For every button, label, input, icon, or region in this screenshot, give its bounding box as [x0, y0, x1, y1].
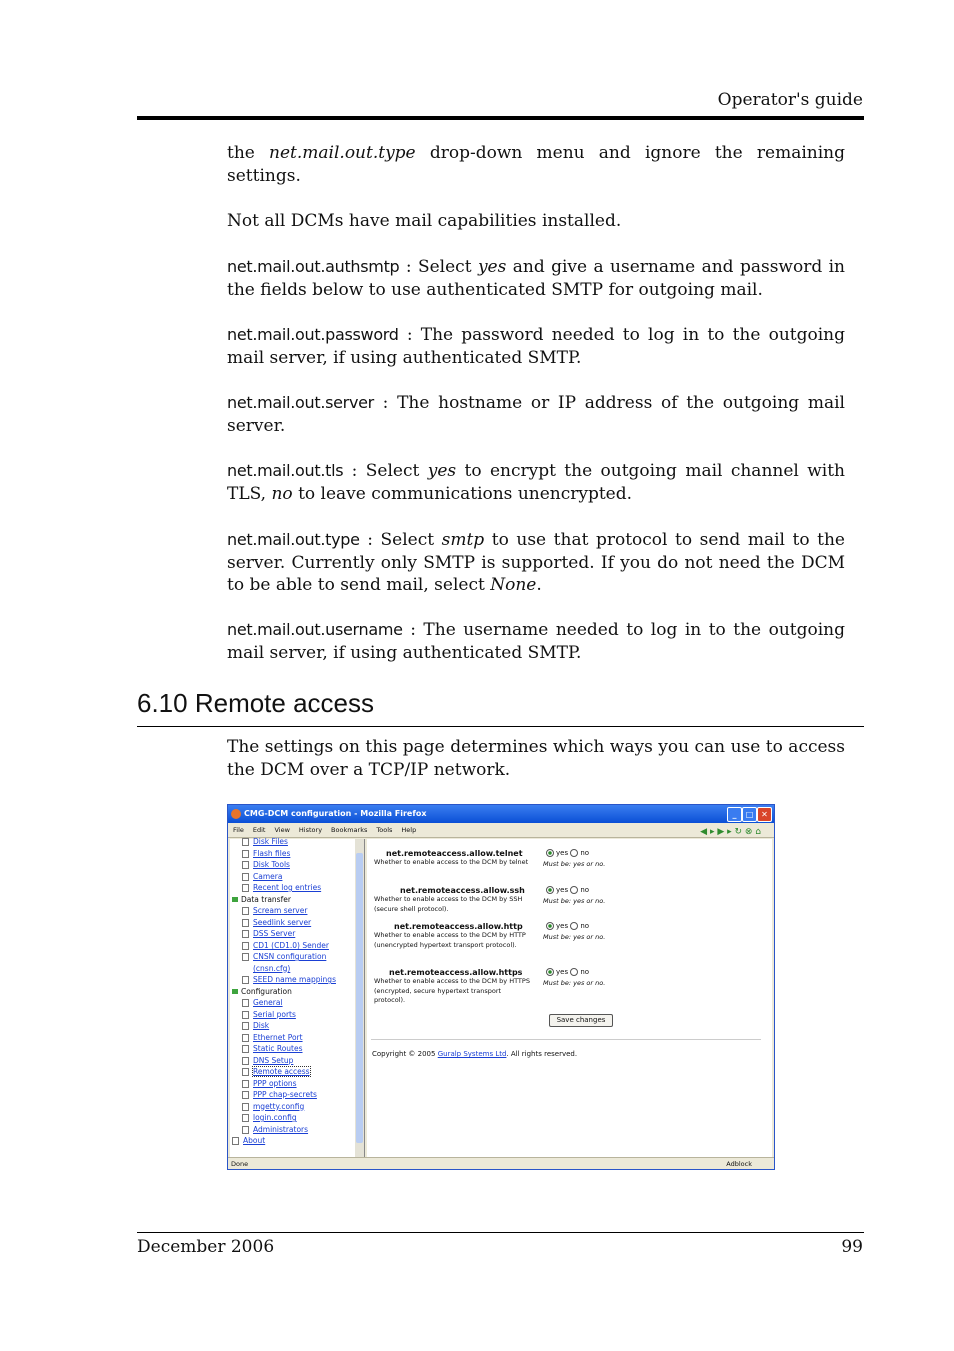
definition-password: net.mail.out.password : The password needed to log in to the outgoing mail server, if using authenticated SMTP. [227, 325, 845, 368]
sidebar-item[interactable] [242, 918, 311, 928]
sidebar-link[interactable]: Seedlink server [253, 917, 312, 927]
sidebar-link[interactable]: Static Routes [253, 1044, 303, 1053]
setting-description: Whether to enable access to the DCM by HTTP (unencrypted hypertext transport protocol). [374, 931, 526, 949]
page-icon [242, 999, 249, 1007]
paragraph-mail-note: Not all DCMs have mail capabilities installed. [227, 211, 622, 231]
page-icon [242, 1080, 249, 1088]
radio-yes[interactable] [546, 922, 554, 930]
sidebar-link[interactable]: Ethernet Port [253, 1032, 303, 1042]
yes-no-radio-group [546, 968, 589, 976]
sidebar-item[interactable] [242, 1010, 296, 1020]
paragraph-type-ref: the net.mail.out.type drop-down menu and ignore the remaining settings. [227, 143, 845, 186]
sidebar-link[interactable]: Camera [253, 871, 283, 881]
sidebar-link[interactable]: Serial ports [253, 1009, 296, 1019]
radio-yes[interactable] [546, 968, 554, 976]
setting-constraint: Must be: yes or no. [543, 979, 606, 987]
sidebar-item[interactable] [232, 1136, 265, 1146]
page-icon [242, 1103, 249, 1111]
sidebar-link[interactable]: Remote access [253, 1067, 310, 1076]
sidebar-item[interactable] [242, 906, 307, 916]
menu-history[interactable]: History [298, 826, 323, 834]
setting-description: Whether to enable access to the DCM by SSH (secure shell protocol). [374, 895, 523, 913]
page-icon [242, 1068, 249, 1076]
setting-name: net.remoteaccess.allow.telnet [386, 849, 523, 858]
page-icon [242, 850, 249, 858]
sidebar-item [232, 987, 292, 997]
definition-type: net.mail.out.type : Select smtp to use that protocol to send mail to the server. Currently only SMTP is supported. If you do not need the DCM to be able to send mail, select None. [227, 530, 845, 595]
sidebar-link[interactable]: Flash files [253, 848, 291, 858]
sidebar-item[interactable] [242, 883, 321, 893]
sidebar-link[interactable]: Disk Files [253, 837, 288, 846]
yes-no-radio-group [546, 849, 589, 857]
sidebar-link[interactable]: Scream server [253, 906, 308, 915]
sidebar-item[interactable] [242, 849, 290, 859]
sidebar-item[interactable] [242, 1125, 308, 1135]
page-icon [242, 1114, 249, 1122]
sidebar-item[interactable] [242, 998, 283, 1008]
firefox-icon [231, 809, 241, 819]
guralp-link[interactable]: Guralp Systems Ltd [437, 1050, 507, 1058]
running-header: Operator's guide [717, 90, 863, 110]
yes-no-radio-group [546, 886, 589, 894]
adblock-label: Adblock [726, 1160, 752, 1168]
sidebar-link[interactable]: DSS Server [253, 929, 296, 938]
sidebar-link[interactable]: login.config [253, 1113, 297, 1122]
radio-no-label: no [580, 968, 590, 976]
setting-description: Whether to enable access to the DCM by telnet [374, 858, 529, 866]
menu-tools[interactable]: Tools [376, 826, 393, 834]
radio-no[interactable] [570, 886, 578, 894]
sidebar-link[interactable]: SEED name mappings [253, 975, 336, 984]
browser-titlebar [228, 805, 774, 823]
footer-rule [137, 1232, 864, 1233]
folder-icon [232, 897, 238, 902]
status-bar [228, 1157, 774, 1170]
sidebar-link[interactable]: General [253, 998, 283, 1007]
menu-edit[interactable]: Edit [252, 826, 266, 834]
radio-yes[interactable] [546, 886, 554, 894]
radio-yes-label: yes [556, 886, 571, 894]
radio-no[interactable] [570, 849, 578, 857]
page-icon [242, 1057, 249, 1065]
setting-name: net.remoteaccess.allow.ssh [400, 886, 525, 895]
section-intro: The settings on this page determines which ways you can use to access the DCM over a TCP/IP network. [227, 737, 845, 780]
page-icon [242, 873, 249, 881]
navigation-arrows-icon[interactable]: ◀ ▸ ▶ ▸ ↻ ⊗ ⌂ [700, 827, 761, 837]
sidebar-link[interactable]: DNS Setup [253, 1055, 294, 1065]
browser-screenshot [227, 804, 775, 1170]
setting-constraint: Must be: yes or no. [543, 897, 606, 905]
sidebar-link[interactable]: CD1 (CD1.0) Sender [253, 940, 329, 950]
minimize-icon[interactable]: _ [727, 807, 742, 822]
setting-name: net.remoteaccess.allow.https [389, 968, 523, 977]
sidebar-item[interactable] [242, 929, 295, 939]
sidebar-item[interactable] [242, 1044, 303, 1054]
save-changes-button[interactable]: Save changes [549, 1014, 613, 1027]
menu-bookmarks[interactable]: Bookmarks [331, 826, 368, 834]
page-icon [242, 976, 249, 984]
sidebar-item[interactable] [242, 1090, 317, 1100]
page-icon [242, 861, 249, 869]
setting-description: Whether to enable access to the DCM by HTTPS (encrypted, secure hypertext transport protocol). [374, 977, 530, 1004]
radio-yes-label: yes [556, 922, 571, 930]
radio-no[interactable] [570, 968, 578, 976]
page-icon [242, 1022, 249, 1030]
page-icon [242, 930, 249, 938]
sidebar-link[interactable]: CNSN configuration [253, 952, 327, 961]
sidebar-link[interactable]: About [243, 1136, 266, 1145]
sidebar-item[interactable] [242, 964, 290, 974]
page-icon [242, 953, 249, 961]
footer-date: December 2006 [137, 1237, 275, 1257]
setting-constraint: Must be: yes or no. [543, 933, 606, 941]
sidebar-link[interactable]: Administrators [253, 1124, 309, 1134]
page-icon [232, 1137, 239, 1145]
page-icon [242, 1034, 249, 1042]
config-content [367, 839, 772, 1157]
page-icon [242, 907, 249, 915]
sidebar-item[interactable] [242, 952, 326, 962]
sidebar-link[interactable]: Disk [253, 1021, 270, 1030]
sidebar-item[interactable] [242, 872, 282, 882]
menu-view[interactable]: View [274, 826, 290, 834]
page-number: 99 [841, 1237, 863, 1257]
header-rule [137, 116, 864, 120]
sidebar-item[interactable] [242, 1056, 293, 1066]
page-icon [242, 919, 249, 927]
maximize-icon[interactable]: □ [742, 807, 757, 822]
setting-constraint: Must be: yes or no. [543, 860, 606, 868]
sidebar-item [232, 895, 291, 905]
setting-name: net.remoteaccess.allow.http [394, 922, 523, 931]
radio-no-label: no [580, 886, 590, 894]
copyright-notice: Copyright © 2005 Guralp Systems Ltd. All rights reserved. [372, 1050, 578, 1058]
sidebar-item[interactable] [242, 1113, 297, 1123]
menu-help[interactable]: Help [401, 826, 417, 834]
sidebar-item[interactable] [242, 1021, 269, 1031]
sidebar-item[interactable] [242, 837, 288, 847]
yes-no-radio-group [546, 922, 589, 930]
definition-authsmtp: net.mail.out.authsmtp : Select yes and give a username and password in the fields below to use authenticated SMTP for outgoing mail. [227, 257, 845, 300]
section-heading: 6.10 Remote access [137, 688, 375, 718]
definition-username: net.mail.out.username : The username needed to log in to the outgoing mail server, if using authenticated SMTP. [227, 620, 845, 663]
sidebar-link[interactable]: Disk Tools [253, 860, 290, 869]
close-icon[interactable]: ✕ [757, 807, 772, 822]
sidebar-link[interactable]: Recent log entries [253, 883, 322, 892]
menu-file[interactable]: File [233, 826, 244, 834]
sidebar-item[interactable] [242, 1102, 304, 1112]
radio-no-label: no [580, 922, 590, 930]
status-text: Done [231, 1160, 249, 1168]
sidebar-item[interactable] [242, 1067, 310, 1077]
folder-icon [232, 989, 238, 994]
page-icon [242, 884, 249, 892]
sidebar-item[interactable] [242, 1079, 297, 1089]
sidebar-link[interactable]: PPP chap-secrets [253, 1090, 317, 1099]
sidebar-item[interactable] [242, 941, 329, 951]
browser-menubar [228, 823, 774, 838]
radio-yes-label: yes [556, 968, 571, 976]
radio-no-label: no [580, 849, 590, 857]
radio-yes-label: yes [556, 849, 571, 857]
sidebar-item[interactable] [242, 1033, 303, 1043]
page-icon [242, 1045, 249, 1053]
page-icon [242, 1091, 249, 1099]
browser-title: CMG-DCM configuration - Mozilla Firefox [244, 809, 427, 818]
sidebar-item[interactable] [242, 860, 290, 870]
content-divider [371, 1039, 761, 1040]
sidebar-link[interactable]: PPP options [253, 1078, 297, 1088]
sidebar-item[interactable] [242, 975, 336, 985]
radio-yes[interactable] [546, 849, 554, 857]
sidebar-scroll-thumb[interactable] [356, 853, 363, 1143]
sidebar-group-label: Data transfer [241, 894, 291, 904]
config-sidebar [230, 839, 365, 1157]
sidebar-link[interactable]: (cnsn.cfg) [253, 963, 291, 973]
sidebar-link[interactable]: mgetty.config [253, 1101, 305, 1111]
page-icon [242, 1126, 249, 1134]
sidebar-group-label: Configuration [241, 986, 292, 996]
definition-tls: net.mail.out.tls : Select yes to encrypt the outgoing mail channel with TLS, no to leave communications unencrypted. [227, 461, 845, 504]
section-rule [137, 726, 864, 727]
page-icon [242, 1011, 249, 1019]
page-icon [242, 838, 249, 846]
radio-no[interactable] [570, 922, 578, 930]
page-icon [242, 942, 249, 950]
definition-server: net.mail.out.server : The hostname or IP address of the outgoing mail server. [227, 393, 845, 436]
